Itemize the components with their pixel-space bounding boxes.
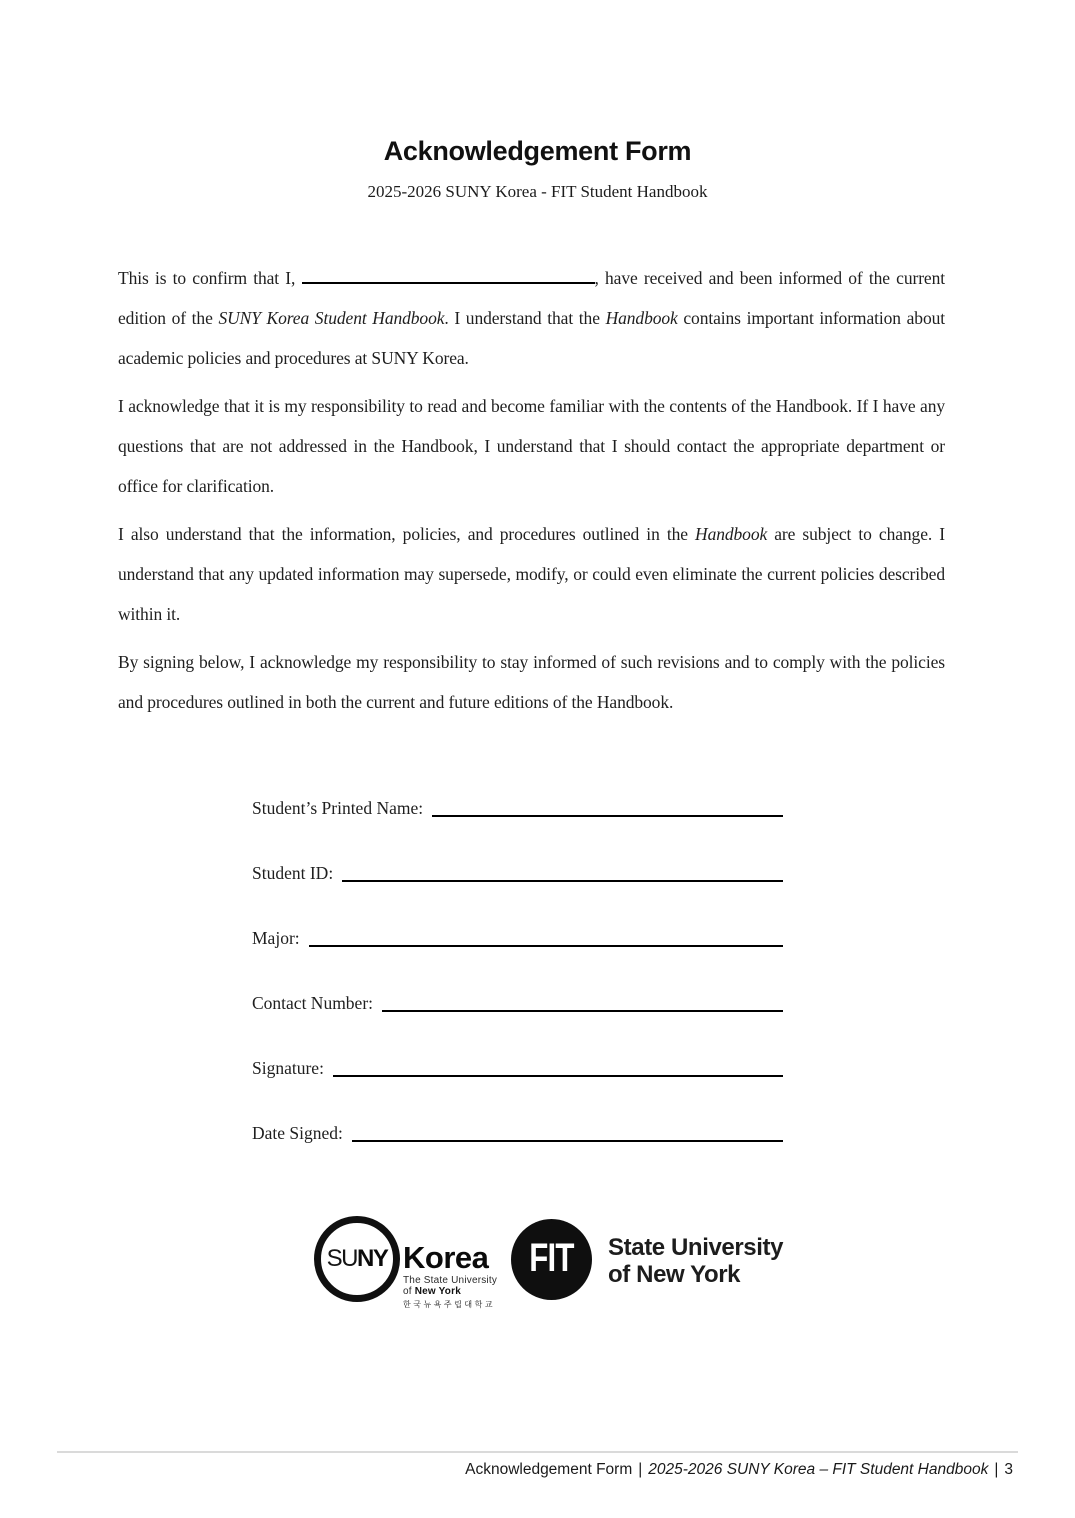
major-field[interactable]: [309, 945, 783, 947]
signature-field[interactable]: [333, 1075, 783, 1077]
acknowledgement-paragraph-2: [118, 386, 945, 506]
page-number: 3: [1004, 1461, 1013, 1478]
printed-name-field[interactable]: [432, 815, 783, 817]
acknowledgement-paragraph-4: [118, 642, 945, 722]
footer-section-name: Acknowledgement Form: [465, 1461, 633, 1478]
text-run: Handbook: [695, 524, 768, 544]
page-footer: [57, 1461, 1013, 1479]
student-id-label: Student ID:: [252, 863, 334, 883]
page-title: Acknowledgement Form: [383, 136, 692, 166]
text-run: . I understand that the: [444, 308, 606, 328]
footer-divider: [57, 1451, 1018, 1453]
fit-suny-logo: [511, 1216, 783, 1300]
contact-number-field[interactable]: [382, 1010, 783, 1012]
logos-row: [314, 1216, 783, 1310]
fit-circle-icon: [511, 1219, 592, 1300]
signature-form: [252, 795, 783, 1185]
form-row-major: [252, 925, 783, 949]
form-row-printed-name: [252, 795, 783, 819]
contact-number-label: Contact Number:: [252, 993, 374, 1013]
text-run: are subject to change. I understand that any updated information may supersede, modify, or could even eliminate the current policies described within it.: [118, 524, 945, 624]
text-run: , have received and been informed of the current edition of the: [118, 268, 946, 328]
text-run: This is to confirm that I,: [118, 268, 302, 288]
form-row-date-signed: [252, 1120, 783, 1144]
suny-korean-name: 한국뉴욕주립대학교: [403, 1300, 496, 1309]
suny-korea-logo: [314, 1216, 497, 1310]
fit-circle-text: FIT: [529, 1235, 574, 1280]
suny-circle-text-bold: NY: [357, 1245, 388, 1272]
date-signed-label: Date Signed:: [252, 1123, 343, 1143]
text-run: Handbook: [605, 308, 678, 328]
text-run: SUNY Korea Student Handbook: [218, 308, 445, 328]
footer-handbook-name: 2025-2026 SUNY Korea – FIT Student Handbook: [648, 1461, 989, 1478]
text-run: contains important information about academic policies and procedures at SUNY Korea.: [118, 308, 946, 368]
fill-in-blank-name[interactable]: [302, 267, 595, 284]
acknowledgement-paragraph-1: [118, 258, 945, 378]
student-id-field[interactable]: [342, 880, 783, 882]
footer-separator: |: [638, 1461, 643, 1478]
footer-separator: |: [994, 1461, 999, 1478]
text-run: By signing below, I acknowledge my responsibility to stay informed of such revisions and to comply with the policies and procedures outlined in both the current and future editions of the Handbook.: [118, 652, 945, 712]
suny-tagline-line2: [403, 1286, 497, 1297]
suny-tagline-line1: The State University: [403, 1275, 498, 1286]
body-text: [118, 258, 945, 730]
form-row-contact-number: [252, 990, 783, 1014]
suny-circle-icon: [314, 1216, 400, 1302]
form-row-signature: [252, 1055, 783, 1079]
suny-tagline-line2-bold: New York: [414, 1286, 461, 1297]
fit-logo-text-line1: State University: [608, 1233, 784, 1261]
form-row-student-id: [252, 860, 783, 884]
text-run: I acknowledge that it is my responsibility to read and become familiar with the contents of the Handbook. If I have any questions that are not addressed in the Handbook, I understand that I should contact the appropriate department or office for clarification.: [118, 396, 945, 496]
major-label: Major:: [252, 928, 300, 948]
date-signed-field[interactable]: [352, 1140, 783, 1142]
suny-korea-wordmark-block: [403, 1216, 497, 1310]
printed-name-label: Student’s Printed Name:: [252, 798, 424, 818]
suny-circle-text-light: SU: [326, 1245, 357, 1272]
acknowledgement-paragraph-3: [118, 514, 945, 634]
suny-tagline-line2-prefix: of: [403, 1286, 415, 1297]
text-run: I also understand that the information, policies, and procedures outlined in the: [118, 524, 696, 544]
suny-korea-wordmark: Korea: [403, 1240, 489, 1275]
fit-logo-text-line2: of New York: [608, 1260, 741, 1288]
signature-label: Signature:: [252, 1058, 324, 1078]
page-subtitle: 2025-2026 SUNY Korea - FIT Student Handbook: [367, 182, 708, 201]
fit-logo-text: [608, 1234, 783, 1288]
